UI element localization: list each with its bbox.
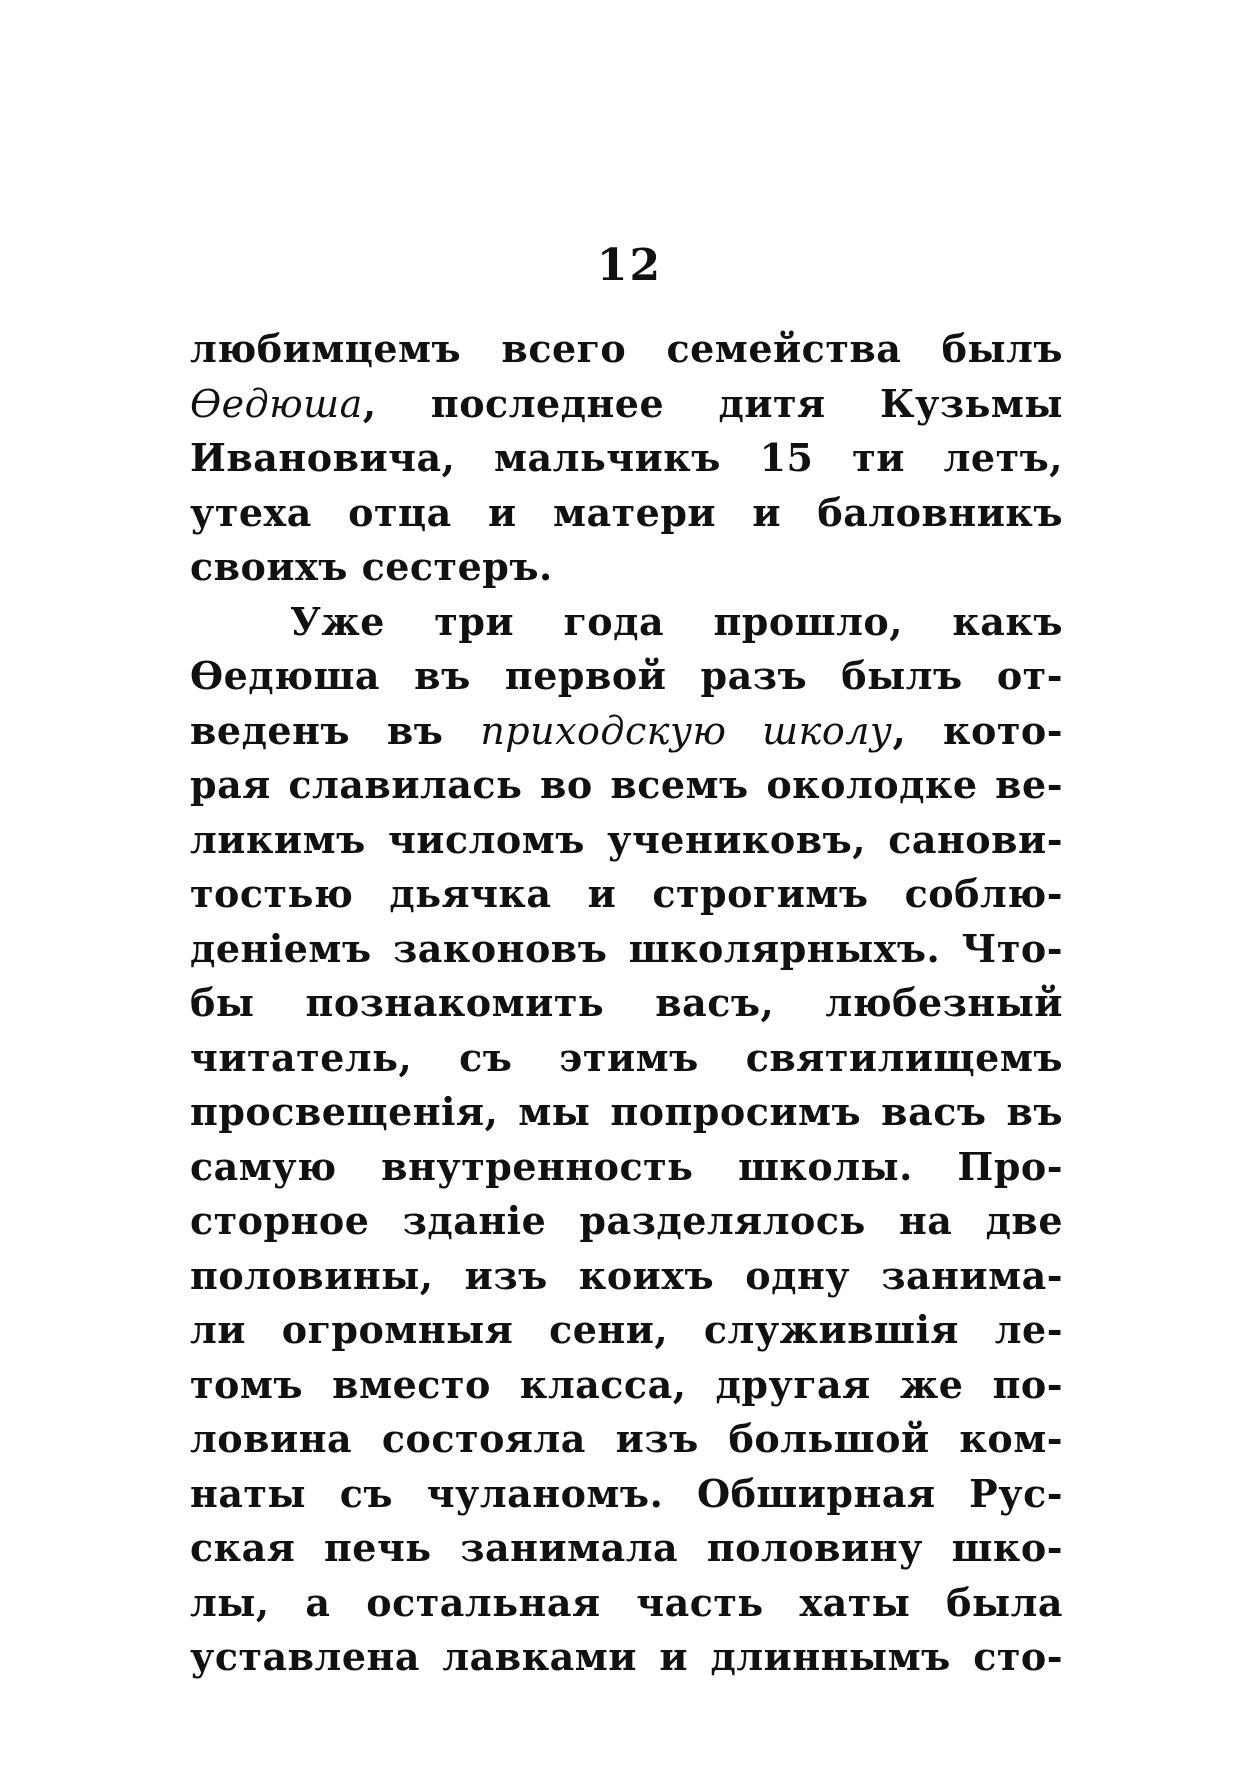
text-segment: Ѳедюша въ первой разъ былъ от-	[190, 653, 1063, 698]
text-segment: любимцемъ всего семейства былъ	[190, 326, 1063, 371]
text-segment: просвещенія, мы попросимъ васъ въ	[190, 1089, 1063, 1134]
text-segment: Ивановича, мальчикъ 15 ти летъ,	[190, 435, 1063, 480]
text-line	[190, 540, 1063, 595]
text-segment: Уже три года прошло, какъ	[290, 598, 1063, 644]
text-line	[190, 976, 1063, 1031]
text-line	[190, 377, 1063, 432]
text-segment: тостью дьячка и строгимъ соблю-	[190, 871, 1063, 916]
text-line	[190, 322, 1063, 377]
page-number: 12	[596, 240, 663, 291]
text-line	[190, 1412, 1063, 1467]
text-line	[190, 1194, 1063, 1249]
text-segment: ликимъ числомъ учениковъ, санови-	[190, 816, 1063, 862]
text-line	[190, 1630, 1063, 1685]
text-line	[190, 1358, 1063, 1413]
text-segment: ловина состояла изъ большой ком-	[190, 1416, 1063, 1461]
italic-text: Ѳедюша	[190, 381, 363, 426]
text-line	[190, 486, 1063, 541]
text-line	[190, 1140, 1063, 1195]
text-segment: самую внутренность школы. Про-	[190, 1143, 1063, 1189]
text-line	[190, 1303, 1063, 1358]
text-segment: бы познакомить васъ, любезный	[190, 980, 1063, 1025]
text-line	[190, 922, 1063, 977]
text-line	[190, 758, 1063, 813]
text-line	[190, 1031, 1063, 1086]
text-segment: веденъ въ	[190, 707, 481, 753]
text-line	[190, 431, 1063, 486]
text-segment: ская печь занимала половину шко-	[190, 1525, 1063, 1570]
body-text	[190, 322, 1063, 1685]
text-segment: томъ вместо класса, другая же по-	[190, 1361, 1063, 1407]
text-line	[190, 595, 1063, 650]
text-line	[190, 1085, 1063, 1140]
text-segment: лы, а остальная часть хаты была	[190, 1579, 1063, 1625]
text-line	[190, 1249, 1063, 1304]
text-segment: утеха отца и матери и баловникъ	[190, 489, 1063, 535]
text-line	[190, 1467, 1063, 1522]
text-segment: наты съ чуланомъ. Обширная Рус-	[190, 1470, 1063, 1516]
text-line	[190, 704, 1063, 759]
italic-text: приходскую школу	[480, 708, 893, 753]
text-line	[190, 867, 1063, 922]
text-segment: уставлена лавками и длиннымъ сто-	[190, 1634, 1063, 1679]
text-line	[190, 1576, 1063, 1631]
text-segment: рая славилась во всемъ околодке ве-	[190, 762, 1063, 807]
text-line	[190, 1521, 1063, 1576]
text-segment: ли огромныя сени, служившія ле-	[190, 1307, 1063, 1352]
text-segment: своихъ сестеръ.	[190, 544, 553, 589]
text-segment: половины, изъ коихъ одну занима-	[190, 1252, 1063, 1298]
text-segment: деніемъ законовъ школярныхъ. Что-	[190, 925, 1063, 971]
text-segment: читатель, съ этимъ святилищемъ	[190, 1034, 1063, 1080]
text-line	[190, 813, 1063, 868]
text-segment: сторное зданіе разделялось на две	[190, 1198, 1063, 1243]
text-line	[190, 649, 1063, 704]
text-segment: , кото-	[892, 707, 1063, 753]
text-segment: , последнее дитя Кузьмы	[362, 380, 1063, 426]
